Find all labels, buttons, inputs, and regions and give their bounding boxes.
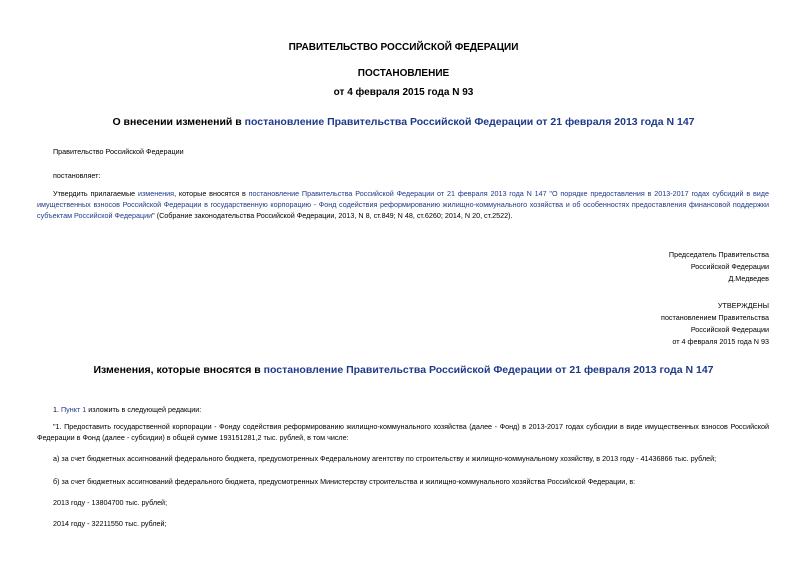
approved-date: от 4 февраля 2015 года N 93 [672,337,769,346]
changes-link[interactable]: изменения [137,189,175,198]
signature-block [669,249,769,285]
changes-title-prefix: Изменения, которые вносятся в [93,364,264,376]
signature-position: Председатель Правительства [668,250,769,259]
title-link[interactable]: постановление Правительства Российской Федерации от 21 февраля 2013 года N 147 [244,116,695,128]
signature-country: Российской Федерации [690,262,769,271]
resolution-147-link[interactable]: постановление Правительства Российской Федерации от 21 февраля 2013 года N 147 "О порядке предоставления в 2013-2017 годах субсидий в виде имущественных взносов Российской Федерации в государственную корпорацию - Фонд содействия реформированию жилищно-коммунального хозяйства и об особенностях предоставления финансовой поддержки субъектам Российской Федерации [37,189,769,221]
changes-title-link[interactable]: постановление Правительства Российской Федерации от 21 февраля 2013 года N 147 [263,364,714,376]
quote-paragraph: "1. Предоставить государственной корпорации - Фонду содействия реформированию жилищно-коммунального хозяйства (далее - Фонд) в 2013-2017 годах субсидии в виде имущественных взносов Российской Федерации в Фонд (далее - субсидии) в общей сумме 193151281,2 тыс. рублей, в том числе: [37,422,769,443]
government-line: Правительство Российской Федерации [53,147,184,156]
year-2014-line: 2014 году - 32211550 тыс. рублей; [53,519,167,528]
clause-1-link[interactable]: Пункт 1 [61,405,87,414]
document-title [0,116,807,128]
item-1-number: 1. [53,405,61,414]
approved-country: Российской Федерации [690,325,769,334]
approved-by: постановлением Правительства [661,313,769,322]
approve-text-mid: , которые вносятся в [174,189,249,198]
signature-name: Д.Медведев [728,274,769,283]
subitem-b: б) за счет бюджетных ассигнований федерального бюджета, предусмотренных Министерству строительства и жилищно-коммунального хозяйства Российской Федерации, в: [53,477,636,486]
document-date-number: от 4 февраля 2015 года N 93 [333,87,474,98]
changes-title [0,364,807,376]
approve-text-start: Утвердить прилагаемые [53,189,138,198]
item-1 [53,404,769,415]
approval-block [661,300,769,348]
subitem-a: а) за счет бюджетных ассигнований федерального бюджета, предусмотренных Федеральному агентству по строительству и жилищно-коммунальному хозяйству, в 2013 году - 41436866 тыс. рублей; [53,454,717,463]
document-type: ПОСТАНОВЛЕНИЕ [357,68,450,79]
year-2013-line: 2013 году - 13804700 тыс. рублей; [53,498,168,507]
resolves-line: постановляет: [53,171,101,180]
approve-paragraph [37,188,769,222]
approved-label: УТВЕРЖДЕНЫ [717,301,769,310]
item-1-text: изложить в следующей редакции: [86,405,202,414]
approve-text-end: " (Собрание законодательства Российской Федерации, 2013, N 8, ст.849; N 48, ст.6260; 2014, N 20, ст.2522). [152,211,513,221]
government-header: ПРАВИТЕЛЬСТВО РОССИЙСКОЙ ФЕДЕРАЦИИ [288,42,519,53]
title-prefix: О внесении изменений в [112,116,245,128]
